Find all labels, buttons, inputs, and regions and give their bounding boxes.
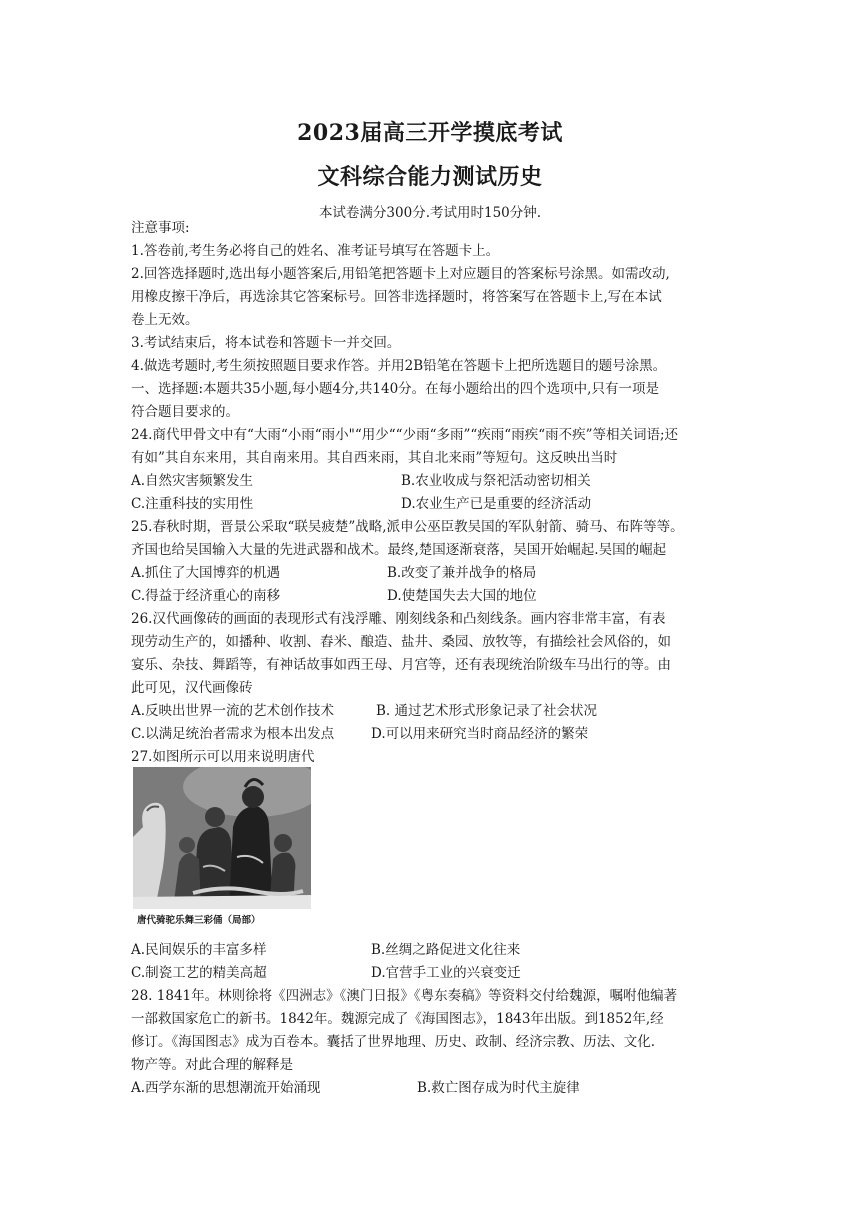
note-4: 4.做选考题时,考生须按照题目要求作答。并用2B铅笔在答题卡上把所选题目的题号涂黑。 [131,358,667,374]
q28-stem-line-3: 修订。《海国图志》成为百卷本。囊括了世界地理、历史、政制、经济宗教、历法、文化. [131,1034,656,1050]
q26-stem-line-4: 此可见，汉代画像砖 [131,680,253,696]
note-2-line-2: 用橡皮擦干净后，再选涂其它答案标号。回答非选择题时，将答案写在答题卡上,写在本试 [131,289,662,305]
q27-option-b: B.丝绸之路促进文化往来 [371,942,521,958]
q24-stem-line-2: 有如”其自东来用，其自南来用。其自西来雨，其自北来雨”等短句。这反映出当时 [131,450,618,466]
note-2-line-3: 卷上无效。 [131,312,199,328]
note-3: 3.考试结束后，将本试卷和答题卡一并交回。 [131,335,401,351]
q24-option-d: D.农业生产已是重要的经济活动 [401,496,592,512]
q26-option-c: C.以满足统治者需求为根本出发点 [131,726,335,742]
section-instructions-line-1: 一、选择题:本题共35小题,每小题4分,共140分。在每小题给出的四个选项中,只有一项是 [131,381,659,397]
q28-options-row-1 [131,1078,731,1098]
exam-info: 本试卷满分300分.考试用时150分钟. [318,205,542,221]
exam-title: 2023届高三开学摸底考试 [297,120,563,146]
q26-option-d: D.可以用来研究当时商品经济的繁荣 [371,726,589,742]
q25-option-a: A.抓住了大国博弈的机遇 [131,565,281,581]
note-1: 1.答卷前,考生务必将自己的姓名、准考证号填写在答题卡上。 [131,243,500,259]
q28-stem-line-2: 一部救国家危亡的新书。1842年。魏源完成了《海国图志》，1843年出版。到1852年,经 [131,1011,664,1027]
q28-stem-line-1: 28. 1841年。林则徐将《四洲志》《澳门日报》《粤东奏稿》等资料交付给魏源，嘱咐他编著 [131,988,678,1004]
exam-subject-title: 文科综合能力测试历史 [317,164,543,190]
q27-option-d: D.官营手工业的兴衰变迁 [371,965,521,981]
q26-stem-line-3: 宴乐、杂技、舞蹈等，有神话故事如西王母、月宫等，还有表现统治阶级车马出行的等。由 [131,657,671,673]
q28-option-a: A.西学东渐的思想潮流开始涌现 [131,1080,321,1096]
q27-options-row-1 [131,940,731,960]
q26-option-b: B. 通过艺术形式形象记录了社会状况 [376,703,598,719]
tang-sancai-figurine-image [131,765,315,931]
q26-options-row-1 [131,701,731,721]
q25-option-d: D.使楚国失去大国的地位 [387,588,537,604]
q28-stem-line-4: 物产等。对此合理的解释是 [131,1057,293,1073]
q24-option-b: B.农业收成与祭祀活动密切相关 [401,473,591,489]
note-2-line-1: 2.回答选择题时,选出每小题答案后,用铅笔把答题卡上对应题目的答案标号涂黑。如需改动, [131,266,670,282]
q24-option-a: A.自然灾害频繁发生 [131,473,254,489]
q26-stem-line-1: 26.汉代画像砖的画面的表现形式有浅浮雕、刚刻线条和凸刻线条。画内容非常丰富，有表 [131,611,666,627]
q24-stem-line-1: 24.商代甲骨文中有“大雨“小雨“雨小"“用少““少雨“多雨”“疾雨“雨疾“雨不疾”等相关词语;还 [131,427,679,443]
q25-options-row-1 [131,563,731,583]
q27-stem: 27.如图所示可以用来说明唐代 [131,749,315,765]
q27-options-row-2 [131,963,731,983]
q27-option-a: A.民间娱乐的丰富多样 [131,942,267,958]
figurine-illustration [133,767,311,909]
q25-stem-line-2: 齐国也给吴国输入大量的先进武器和战术。最终,楚国逐渐衰落，吴国开始崛起.吴国的崛起 [131,542,667,558]
q25-option-b: B.改变了兼并战争的格局 [387,565,537,581]
q25-options-row-2 [131,586,731,606]
q27-option-c: C.制瓷工艺的精美高超 [131,965,267,981]
notes-heading: 注意事项: [131,220,190,236]
q25-stem-line-1: 25.春秋时期，晋景公采取“联吴疲楚”战略,派申公巫臣教吴国的军队射箭、骑马、布阵等等。 [131,519,684,535]
q26-stem-line-2: 现劳动生产的，如播种、收割、舂米、酿造、盐井、桑园、放牧等，有描绘社会风俗的，如 [131,634,671,650]
figurine-photo [133,767,311,909]
q25-option-c: C.得益于经济重心的南移 [131,588,281,604]
q26-option-a: A.反映出世界一流的艺术创作技术 [131,703,335,719]
q26-options-row-2 [131,724,731,744]
q24-options-row-1 [131,471,731,491]
section-instructions-line-2: 符合题目要求的。 [131,404,239,420]
q24-options-row-2 [131,494,731,514]
q28-option-b: B.救亡图存成为时代主旋律 [417,1080,580,1096]
figure-caption: 唐代骑驼乐舞三彩俑（局部） [137,915,261,926]
q24-option-c: C.注重科技的实用性 [131,496,254,512]
